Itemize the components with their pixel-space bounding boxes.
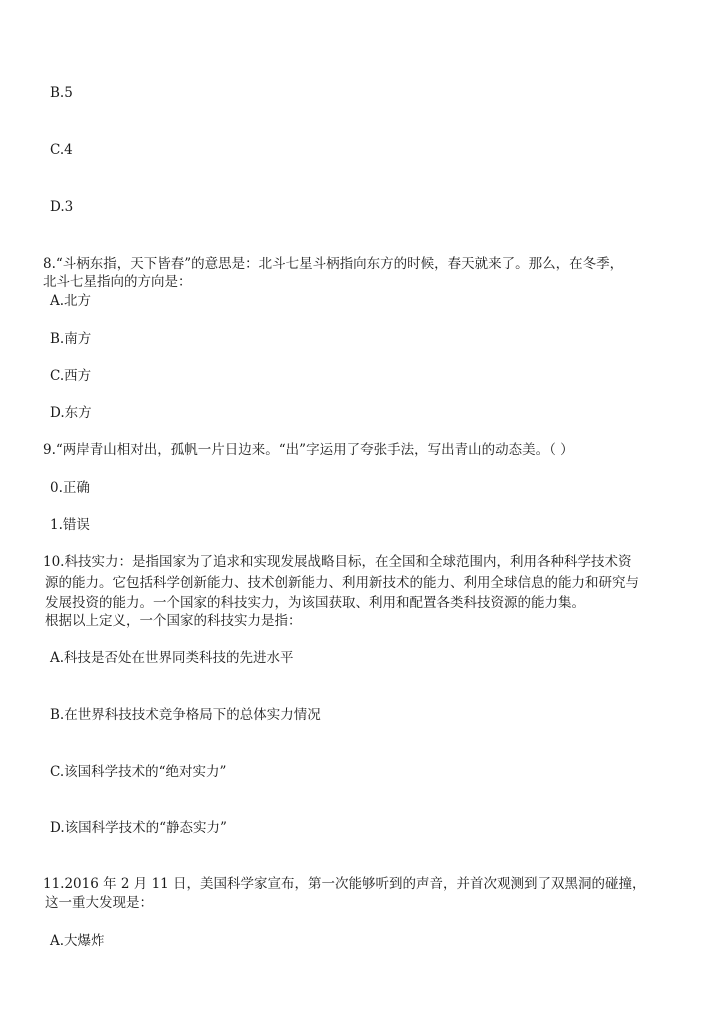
q9-option-true[interactable]: 0.正确 bbox=[50, 480, 90, 496]
q8-option-a[interactable]: A.北方 bbox=[50, 293, 92, 309]
q11-option-a[interactable]: A.大爆炸 bbox=[50, 933, 105, 949]
q8-option-b[interactable]: B.南方 bbox=[50, 331, 92, 347]
q10-option-c[interactable]: C.该国科学技术的“绝对实力” bbox=[50, 764, 227, 780]
q9-option-false[interactable]: 1.错误 bbox=[50, 517, 90, 533]
q7-option-c[interactable]: C.4 bbox=[50, 142, 73, 158]
q10-option-a[interactable]: A.科技是否处在世界同类科技的先进水平 bbox=[50, 650, 294, 666]
q11-stem-line1: 11.2016 年 2 月 11 日，美国科学家宣布，第一次能够听到的声音，并首次观测到了双黑洞的碰撞， bbox=[43, 876, 646, 892]
q10-stem-line4: 根据以上定义，一个国家的科技实力是指： bbox=[45, 613, 302, 629]
q8-option-c[interactable]: C.西方 bbox=[50, 368, 92, 384]
q10-stem-line2: 源的能力。它包括科学创新能力、技术创新能力、利用新技术的能力、利用全球信息的能力和研究与 bbox=[45, 575, 639, 591]
q8-option-d[interactable]: D.东方 bbox=[50, 405, 92, 421]
q8-stem-line1: 8.“斗柄东指，天下皆春”的意思是：北斗七星斗柄指向东方的时候，春天就来了。那么，在冬季， bbox=[43, 256, 624, 272]
q10-stem-line3: 发展投资的能力。一个国家的科技实力，为该国获取、利用和配置各类科技资源的能力集。 bbox=[45, 595, 585, 611]
q10-option-d[interactable]: D.该国科学技术的“静态实力” bbox=[50, 820, 227, 836]
q9-stem: 9.“两岸青山相对出，孤帆一片日边来。“出”字运用了夸张手法，写出青山的动态美。（ ） bbox=[43, 442, 574, 458]
q8-stem-line2: 北斗七星指向的方向是： bbox=[43, 274, 192, 290]
q10-option-b[interactable]: B.在世界科技技术竞争格局下的总体实力情况 bbox=[50, 707, 321, 723]
q10-stem-line1: 10.科技实力：是指国家为了追求和实现发展战略目标，在全国和全球范围内，利用各种科学技术资 bbox=[43, 554, 632, 570]
q11-stem-line2: 这一重大发现是： bbox=[45, 895, 153, 911]
q7-option-d[interactable]: D.3 bbox=[50, 199, 74, 215]
q7-option-b[interactable]: B.5 bbox=[50, 85, 73, 101]
